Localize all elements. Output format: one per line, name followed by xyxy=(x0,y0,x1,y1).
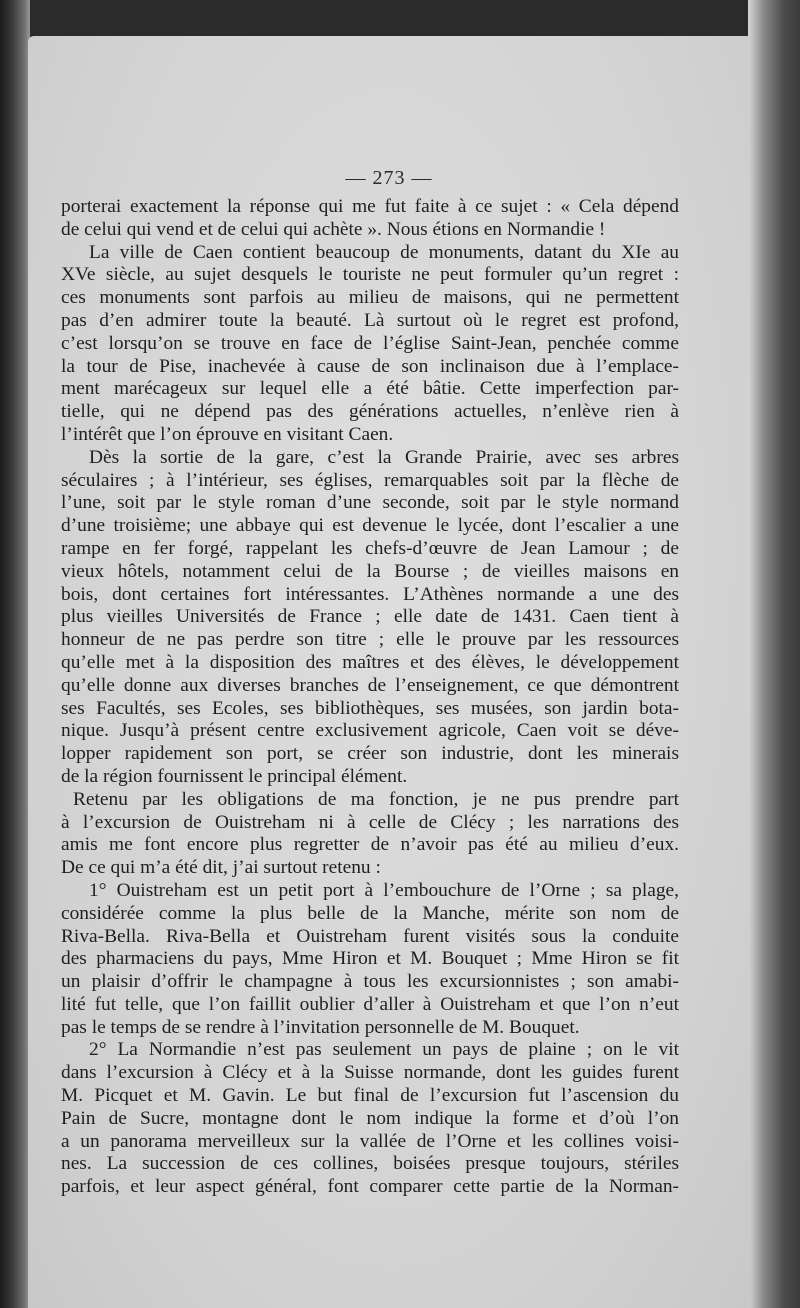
text-line: un plaisir d’offrir le champagne à tous les excursionnistes ; son amabi- xyxy=(61,971,679,993)
text-line: l’intérêt que l’on éprouve en visitant Caen. xyxy=(61,423,394,445)
text-line: nes. La succession de ces collines, boisées presque toujours, stériles xyxy=(61,1153,679,1175)
text-line: honneur de ne pas perdre son titre ; elle le prouve par les ressources xyxy=(61,629,679,651)
page-body-text xyxy=(61,196,679,1199)
page-number: — 273 — xyxy=(345,167,433,189)
text-line: La ville de Caen contient beaucoup de monuments, datant du XIe au xyxy=(89,241,679,263)
text-line: ces monuments sont parfois au milieu de maisons, qui ne permettent xyxy=(61,287,679,309)
text-line: plus vieilles Universités de France ; elle date de 1431. Caen tient à xyxy=(61,606,679,628)
text-line: amis me font encore plus regretter de n’avoir pas été au milieu d’eux. xyxy=(61,834,679,856)
text-line: Pain de Sucre, montagne dont le nom indique la forme et d’où l’on xyxy=(61,1107,679,1129)
text-line: M. Picquet et M. Gavin. Le but final de l’excursion fut l’ascension du xyxy=(61,1085,679,1107)
text-line: qu’elle met à la disposition des maîtres et des élèves, le développement xyxy=(61,651,679,673)
book-edge-right xyxy=(748,0,800,1308)
text-line: 2° La Normandie n’est pas seulement un pays de plaine ; on le vit xyxy=(89,1039,679,1061)
text-line: ment marécageux sur lequel elle a été bâtie. Cette imperfection par- xyxy=(61,378,679,400)
text-line: la tour de Pise, inachevée à cause de son inclinaison due à l’emplace- xyxy=(61,355,679,377)
text-line: ses Facultés, ses Ecoles, ses bibliothèques, ses musées, son jardin bota- xyxy=(61,697,679,719)
book-page xyxy=(28,36,750,1308)
text-line: a un panorama merveilleux sur la vallée de l’Orne et les collines voisi- xyxy=(61,1130,679,1152)
text-line: Retenu par les obligations de ma fonction, je ne pus prendre part xyxy=(73,788,679,810)
text-line: tielle, qui ne dépend pas des générations actuelles, n’enlève rien à xyxy=(61,401,679,423)
text-line: pas le temps de se rendre à l’invitation personnelle de M. Bouquet. xyxy=(61,1016,580,1038)
text-line: considérée comme la plus belle de la Manche, mérite son nom de xyxy=(61,902,679,924)
text-line: de celui qui vend et de celui qui achète ». Nous étions en Normandie ! xyxy=(61,218,606,240)
text-line: porterai exactement la réponse qui me fut faite à ce sujet : « Cela dépend xyxy=(61,196,679,217)
text-line: Dès la sortie de la gare, c’est la Grande Prairie, avec ses arbres xyxy=(89,446,679,468)
text-line: 1° Ouistreham est un petit port à l’embouchure de l’Orne ; sa plage, xyxy=(89,879,679,901)
text-line: vieux hôtels, notamment celui de la Bourse ; de vieilles maisons en xyxy=(61,560,679,582)
text-line: qu’elle donne aux diverses branches de l’enseignement, ce que démontrent xyxy=(61,674,679,696)
text-line: pas d’en admirer toute la beauté. Là surtout où le regret est profond, xyxy=(61,309,679,331)
text-line: parfois, et leur aspect général, font comparer cette partie de la Norman- xyxy=(61,1176,679,1198)
text-line: à l’excursion de Ouistreham ni à celle de Clécy ; les narrations des xyxy=(61,811,679,833)
text-line: Riva-Bella. Riva-Bella et Ouistreham furent visités sous la conduite xyxy=(61,925,679,947)
book-binding-left xyxy=(0,0,30,1308)
text-line: lopper rapidement son port, se créer son industrie, dont les minerais xyxy=(61,743,679,765)
text-line: c’est lorsqu’on se trouve en face de l’église Saint-Jean, penchée comme xyxy=(61,332,679,354)
text-line: nique. Jusqu’à présent centre exclusivement agricole, Caen voit se déve- xyxy=(61,720,679,742)
text-line: l’une, soit par le style roman d’une seconde, soit par le style normand xyxy=(61,492,679,514)
text-line: dans l’excursion à Clécy et à la Suisse normande, dont les guides furent xyxy=(61,1062,679,1084)
text-line: de la région fournissent le principal élément. xyxy=(61,765,408,787)
text-line: séculaires ; à l’intérieur, ses églises, remarquables soit par la flèche de xyxy=(61,469,679,491)
text-line: des pharmaciens du pays, Mme Hiron et M. Bouquet ; Mme Hiron se fit xyxy=(61,948,679,970)
text-line: bois, dont certaines fort intéressantes. L’Athènes normande a une des xyxy=(61,583,679,605)
text-line: De ce qui m’a été dit, j’ai surtout retenu : xyxy=(61,857,381,879)
text-line: rampe en fer forgé, rappelant les chefs-d’œuvre de Jean Lamour ; de xyxy=(61,537,679,559)
text-line: lité fut telle, que l’on faillit oublier d’aller à Ouistreham et que l’on n’eut xyxy=(61,993,679,1015)
text-line: XVe siècle, au sujet desquels le touriste ne peut formuler qu’un regret : xyxy=(61,264,679,286)
text-line: d’une troisième; une abbaye qui est devenue le lycée, dont l’escalier a une xyxy=(61,515,679,537)
